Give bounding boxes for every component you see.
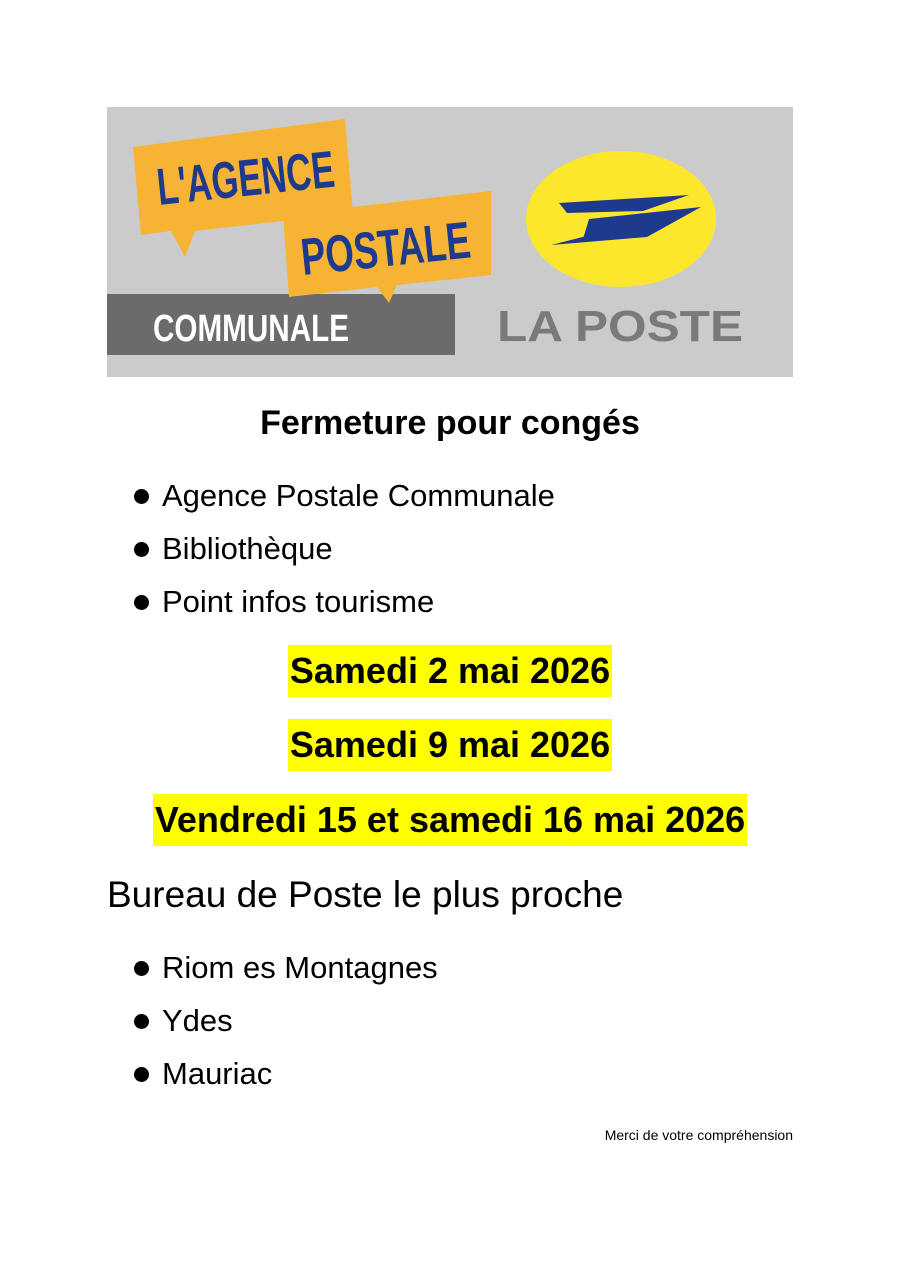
services-list xyxy=(134,469,555,628)
closing-date: Samedi 2 mai 2026 xyxy=(0,645,900,697)
bullet-icon xyxy=(134,595,149,610)
list-item: Bibliothèque xyxy=(134,522,555,575)
list-item: Agence Postale Communale xyxy=(134,469,555,522)
closing-date: Samedi 9 mai 2026 xyxy=(0,719,900,771)
bullet-icon xyxy=(134,542,149,557)
alternatives-list xyxy=(134,941,438,1100)
agence-line1: L'AGENCE xyxy=(154,131,426,217)
bullet-icon xyxy=(134,1014,149,1029)
thanks-note: Merci de votre compréhension xyxy=(604,1127,793,1143)
closing-date: Vendredi 15 et samedi 16 mai 2026 xyxy=(0,794,900,846)
list-item: Mauriac xyxy=(134,1047,438,1100)
bullet-icon xyxy=(134,1067,149,1082)
agence-line3: COMMUNALE xyxy=(153,308,349,350)
bullet-icon xyxy=(134,489,149,504)
bullet-icon xyxy=(134,961,149,976)
la-poste-brand: LA POSTE xyxy=(497,302,743,351)
agence-postale-logo-banner xyxy=(107,107,793,377)
list-item: Ydes xyxy=(134,994,438,1047)
alternatives-title: Bureau de Poste le plus proche xyxy=(107,874,624,915)
page-title: Fermeture pour congés xyxy=(260,404,640,442)
list-item: Riom es Montagnes xyxy=(134,941,438,994)
list-item: Point infos tourisme xyxy=(134,575,555,628)
agence-line2: POSTALE xyxy=(298,203,545,287)
